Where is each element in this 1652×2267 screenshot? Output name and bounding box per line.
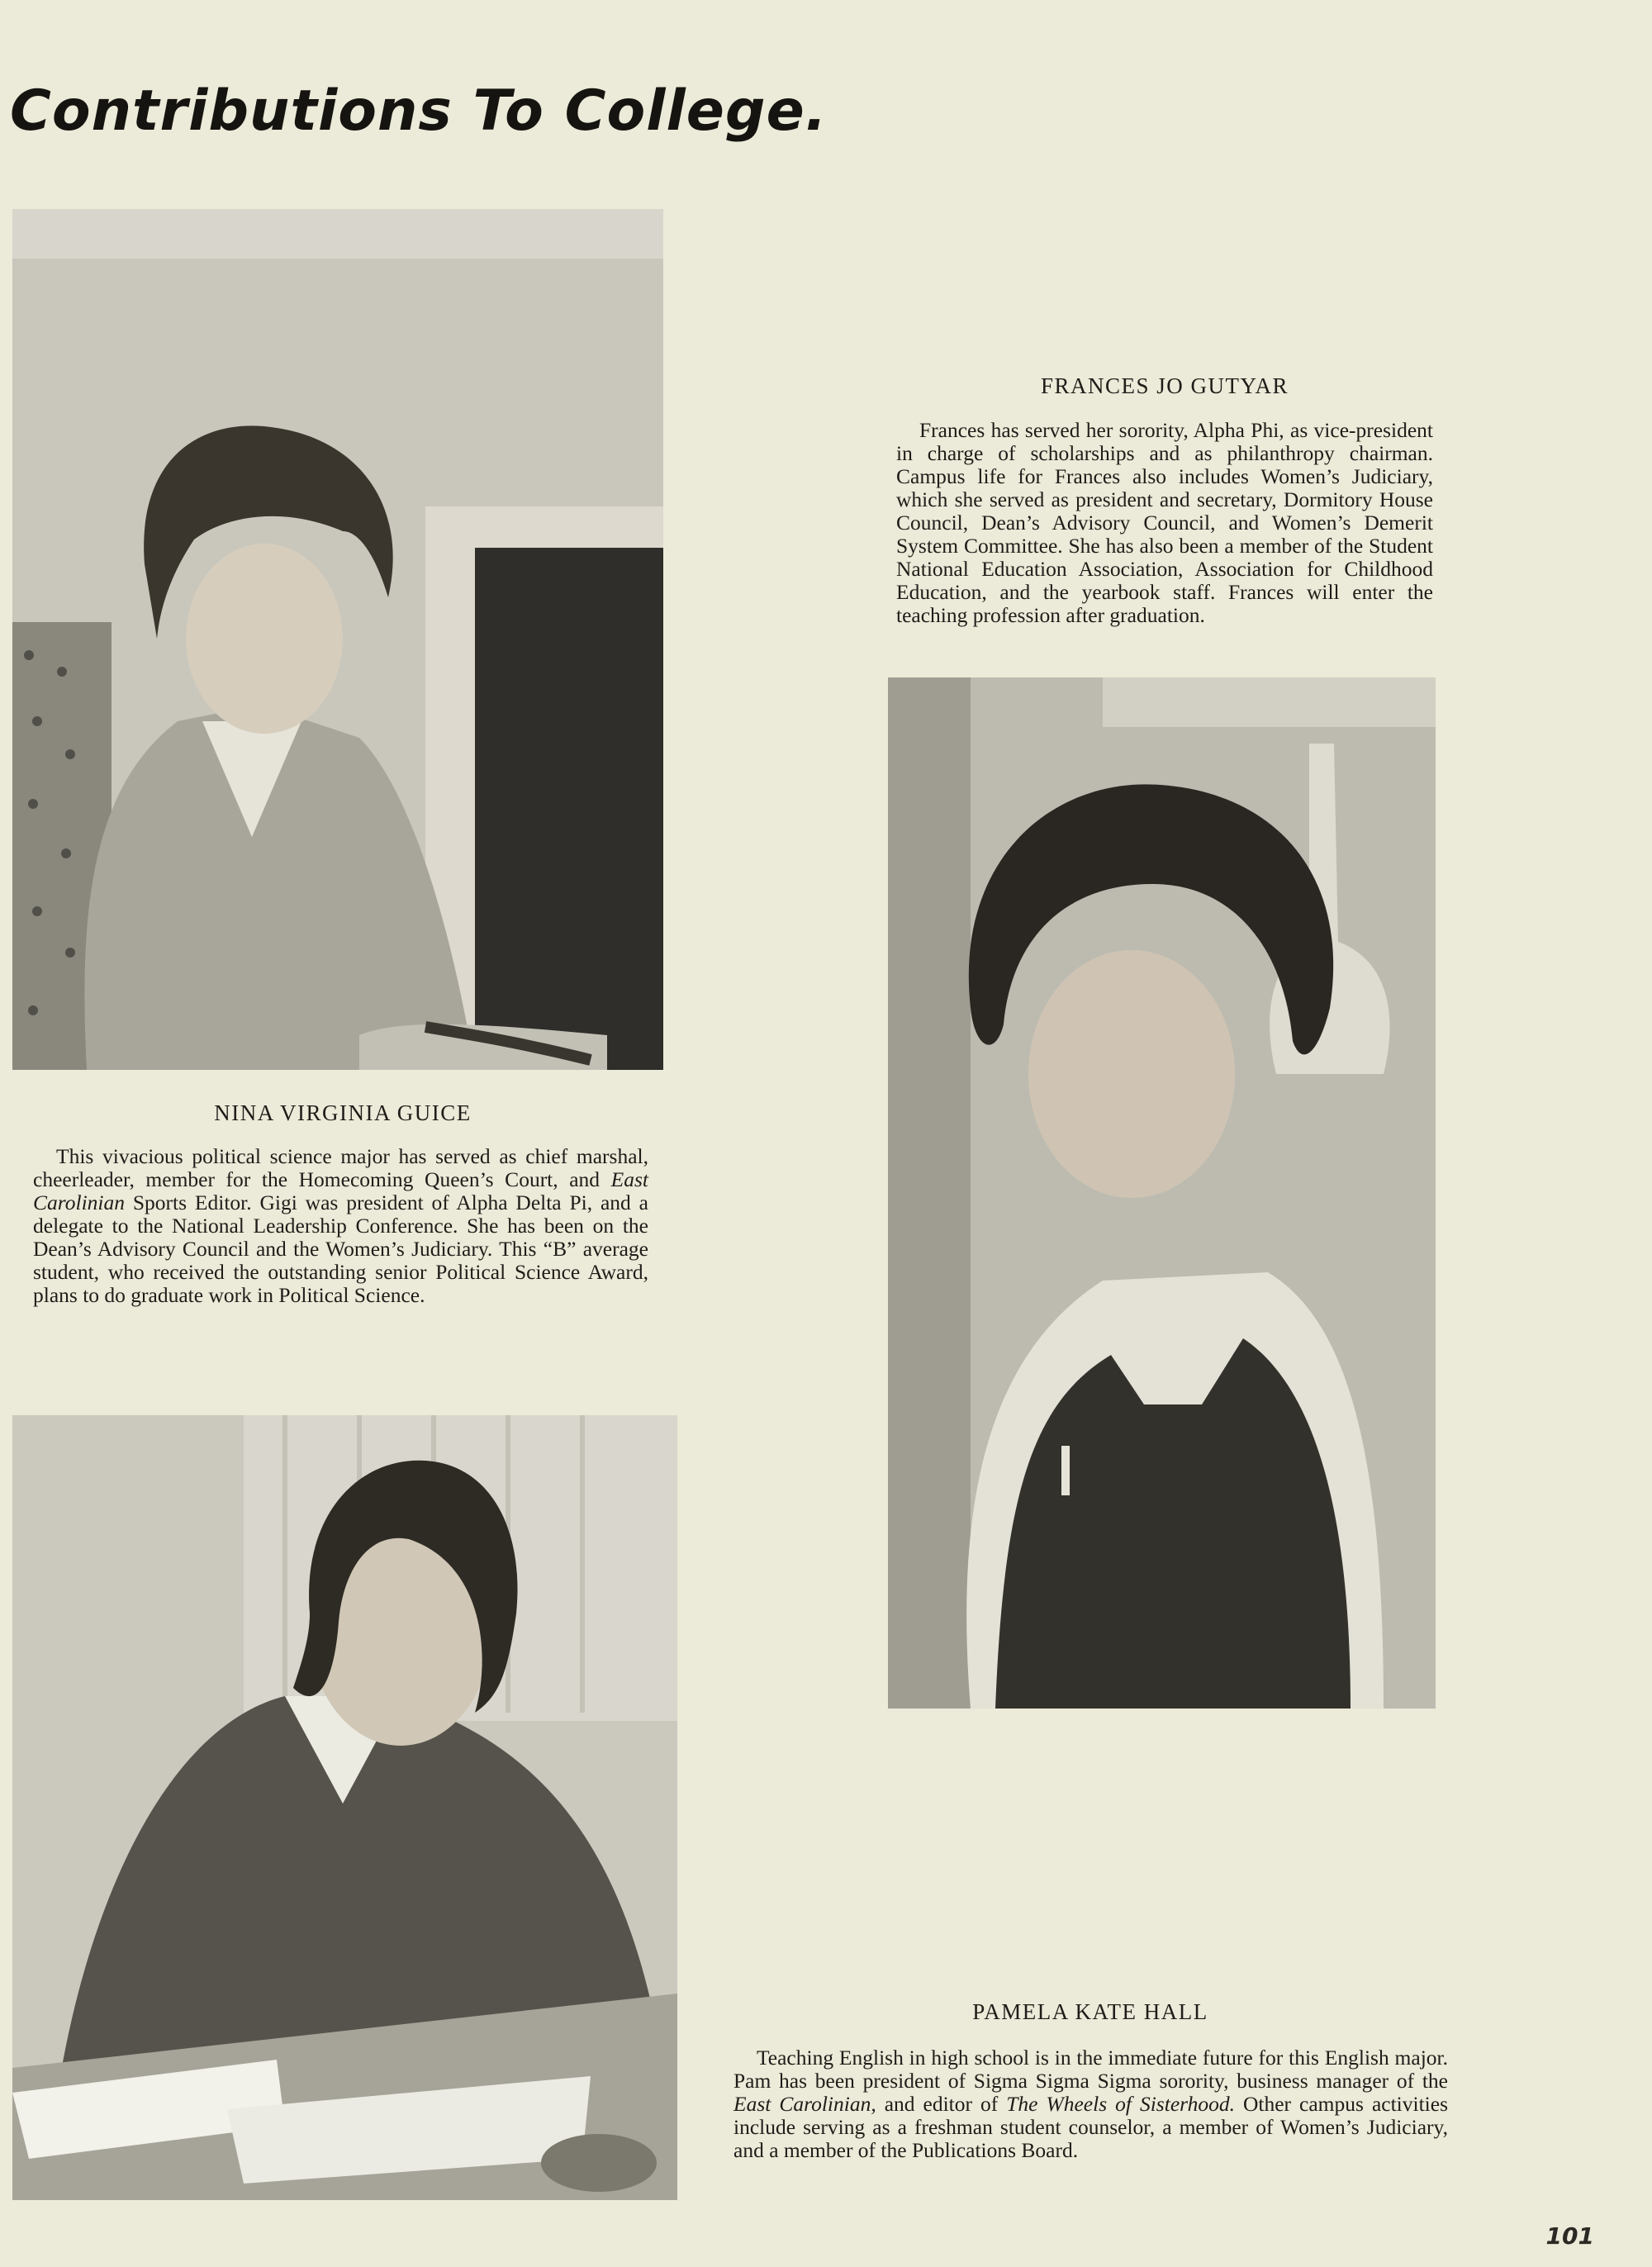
bio-italic-text: East Carolinian bbox=[33, 1167, 648, 1214]
bio-text: and editor of bbox=[876, 2092, 1007, 2116]
page-title: Contributions To College. bbox=[10, 78, 828, 144]
bio-text: Frances has served her sorority, Alpha Phi, as vice-president in charge of scholarships and as philanthropy chairman. Campus life for Frances also includes Women’s Judiciary, which she served as president and secretary, Dormitory House Council, Dean’s Advisory Council, and Women’s Demerit System Committee. She has also been a member of the Student National Education Association, Association for Childhood Education, and the yearbook staff. Frances will enter the teaching profession after graduation. bbox=[896, 418, 1433, 627]
profile-name-nina-guice: NINA VIRGINIA GUICE bbox=[214, 1100, 472, 1125]
profile-name-frances-gutyar: FRANCES JO GUTYAR bbox=[1040, 373, 1289, 398]
bio-italic-text: The Wheels of Sisterhood. bbox=[1006, 2092, 1235, 2116]
profile-bio-nina-guice bbox=[33, 1145, 648, 1307]
bio-text: Teaching English in high school is in the immediate future for this English major. Pam has been president of Sigma Sigma Sigma sorority, business manager of the bbox=[733, 2046, 1448, 2093]
bio-text: Sports Editor. Gigi was president of Alpha Delta Pi, and a delegate to the National Leadership Conference. She has been on the Dean’s Advisory Council and the Women’s Judiciary. This “B” average student, who received the outstanding senior Political Science Award, plans to do graduate work in Political Science. bbox=[33, 1191, 648, 1307]
profile-name-pamela-hall: PAMELA KATE HALL bbox=[972, 1999, 1208, 2024]
profile-bio-frances-gutyar bbox=[896, 419, 1433, 627]
page-number: 101 bbox=[1545, 2222, 1594, 2250]
bio-text: This vivacious political science major has served as chief marshal, cheerleader, member for the Homecoming Queen’s Court, and bbox=[33, 1144, 648, 1191]
bio-italic-text: East Carolinian, bbox=[733, 2092, 876, 2116]
profile-bio-pamela-hall bbox=[733, 2046, 1448, 2162]
portrait-photo-pamela-hall bbox=[12, 1415, 677, 2200]
portrait-photo-frances-gutyar bbox=[888, 677, 1436, 1709]
bio-text: Other campus activities include serving as a freshman student counselor, a member of Women’s Judiciary, and a member of the Publications Board. bbox=[733, 2092, 1448, 2162]
portrait-photo-nina-guice bbox=[12, 209, 663, 1070]
